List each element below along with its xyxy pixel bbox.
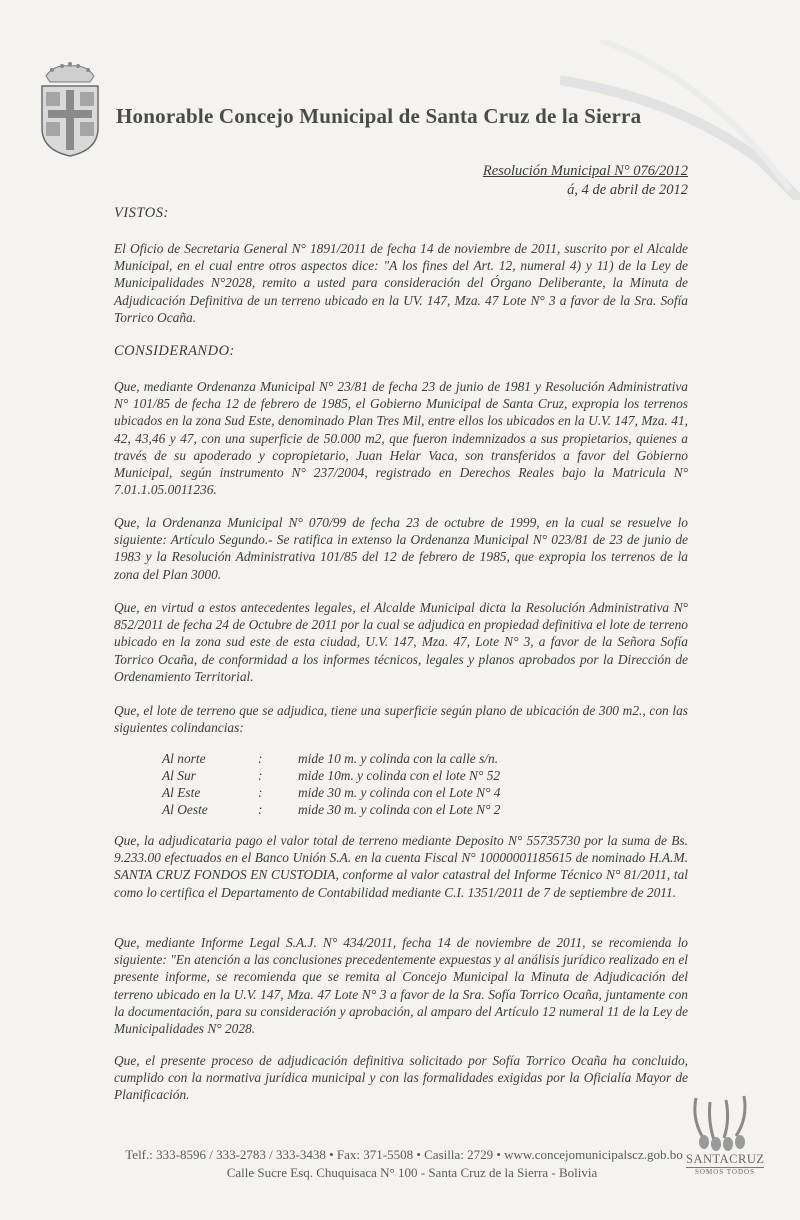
considerando-paragraph-1: Que, mediante Ordenanza Municipal N° 23/81 de fecha 23 de junio de 1981 y Resolución Administrativa N° 101/85 de fecha 12 de febrero de 1985, el Gobierno Municipal de Santa Cruz, expropia los terrenos ubicados en la zona Sud Este, denominado Plan Tres Mil, entre ellos los ubicados en la U.V. 147, Mza. 41, 42, 43,46 y 47, con una superficie de 50.000 m2, que fueron indemnizados a sus propietarios, quienes a través de su apoderado y copropietario, Juan Helar Vaca, son transferidos a favor del Gobierno Municipal, según instrumento N° 237/2004, registrado en Derechos Reales bajo la Matricula N° 7.01.1.05.0011236. bbox=[114, 379, 688, 498]
logo-subtitle: SOMOS TODOS bbox=[695, 1168, 755, 1176]
considerando-paragraph-2: Que, la Ordenanza Municipal N° 070/99 de fecha 23 de octubre de 1999, en la cual se resuelve lo siguiente: Artículo Segundo.- Se ratifica in extenso la Ordenanza Municipal N° 023/81 de 23 de junio de 1983 y la Resolución Administrativa 101/85 del 12 de febrero de 1985, que expropia los terrenos de la zona del Plan 3000. bbox=[114, 515, 688, 582]
resolution-date: á, 4 de abril de 2012 bbox=[567, 182, 688, 198]
boundary-separator: : bbox=[258, 751, 263, 766]
boundary-separator: : bbox=[258, 802, 263, 817]
boundaries-list bbox=[162, 750, 598, 818]
vistos-heading: VISTOS: bbox=[114, 205, 169, 221]
boundary-direction: Al norte bbox=[162, 751, 206, 766]
boundary-row bbox=[162, 784, 598, 801]
boundary-direction: Al Sur bbox=[162, 768, 196, 783]
boundary-row bbox=[162, 750, 598, 767]
boundary-direction: Al Este bbox=[162, 785, 201, 800]
vistos-paragraph: El Oficio de Secretaria General N° 1891/2011 de fecha 14 de noviembre de 2011, suscrito por el Alcalde Municipal, en el cual entre otros aspectos dice: "A los fines del Art. 12, numeral 4) y 11) de la Ley de Municipalidades N°2028, remito a usted para consideración del Órgano Deliberante, la Minuta de Adjudicación Definitiva de un terreno ubicado en la UV. 147, Mza. 47 Lote N° 3 a favor de la Sra. Sofía Torrico Ocaña. bbox=[114, 241, 688, 325]
coat-of-arms-icon bbox=[38, 58, 102, 158]
boundary-row bbox=[162, 801, 598, 818]
boundary-direction: Al Oeste bbox=[162, 802, 208, 817]
footer-address: Calle Sucre Esq. Chuquisaca N° 100 - Santa Cruz de la Sierra - Bolivia bbox=[226, 1165, 598, 1180]
boundary-description: mide 10 m. y colinda con la calle s/n. bbox=[298, 751, 499, 766]
considerando-paragraph-5: Que, la adjudicataria pago el valor total de terreno mediante Deposito N° 55735730 por la suma de Bs. 9.233.00 efectuados en el Banco Unión S.A. en la cuenta Fiscal N° 10000001185615 de nominado H.A.M. SANTA CRUZ FONDOS EN CUSTODIA, conforme al valor catastral del Informe Técnico N° 81/2011, tal como lo certifica el Departamento de Contabilidad mediante C.I. 1351/2011 de 7 de septiembre de 2011. bbox=[114, 833, 688, 900]
resolution-number: Resolución Municipal N° 076/2012 bbox=[482, 163, 688, 179]
footer bbox=[0, 1146, 800, 1182]
boundary-description: mide 30 m. y colinda con el Lote N° 4 bbox=[298, 785, 501, 800]
resolution-header bbox=[483, 162, 688, 200]
organization-name: Honorable Concejo Municipal de Santa Cruz de la Sierra bbox=[116, 104, 642, 128]
considerando-paragraph-4: Que, el lote de terreno que se adjudica, tiene una superficie según plano de ubicación de 300 m2., con las siguientes colindancias: bbox=[114, 703, 688, 736]
boundary-description: mide 30 m. y colinda con el Lote N° 2 bbox=[298, 802, 501, 817]
logo-title: SANTACRUZ bbox=[686, 1152, 765, 1166]
boundary-separator: : bbox=[258, 785, 263, 800]
considerando-heading: CONSIDERANDO: bbox=[114, 343, 235, 359]
considerando-paragraph-7: Que, el presente proceso de adjudicación definitiva solicitado por Sofía Torrico Ocaña ha concluido, cumplido con la normativa jurídica municipal y con las formalidades exigidas por la Oficialía Mayor de Planificación. bbox=[114, 1053, 688, 1103]
footer-contact: Telf.: 333-8596 / 333-2783 / 333-3438 • Fax: 371-5508 • Casilla: 2729 • www.concejomunicipalscz.gob.bo bbox=[125, 1147, 683, 1162]
boundary-row bbox=[162, 767, 598, 784]
boundary-description: mide 10m. y colinda con el lote N° 52 bbox=[298, 768, 501, 783]
boundary-separator: : bbox=[258, 768, 263, 783]
considerando-paragraph-6: Que, mediante Informe Legal S.A.J. N° 434/2011, fecha 14 de noviembre de 2011, se recomienda lo siguiente: "En atención a las conclusiones precedentemente expuestas y al análisis jurídico realizado en el presente informe, se recomienda que se remita al Concejo Municipal la Minuta de Adjudicación del terreno ubicado en la U.V. 147, Mza. 47 Lote N° 3 a favor de la Sra. Sofía Torrico Ocaña, juntamente con la documentación, para su consideración y aprobación, al amparo del Artículo 12 numeral 11 de la Ley de Municipalidades N° 2028. bbox=[114, 935, 688, 1037]
considerando-paragraph-3: Que, en virtud a estos antecedentes legales, el Alcalde Municipal dicta la Resolución Administrativa N° 852/2011 de fecha 24 de Octubre de 2011 por la cual se adjudica en propiedad definitiva el lote de terreno ubicado en la zona sud este de esta ciudad, U.V. 147, Mza. 47, Lote N° 3, a favor de la Señora Sofía Torrico Ocaña, de conformidad a los informes técnicos, legales y planos aprobados por la Dirección de Ordenamiento Territorial. bbox=[114, 600, 688, 684]
